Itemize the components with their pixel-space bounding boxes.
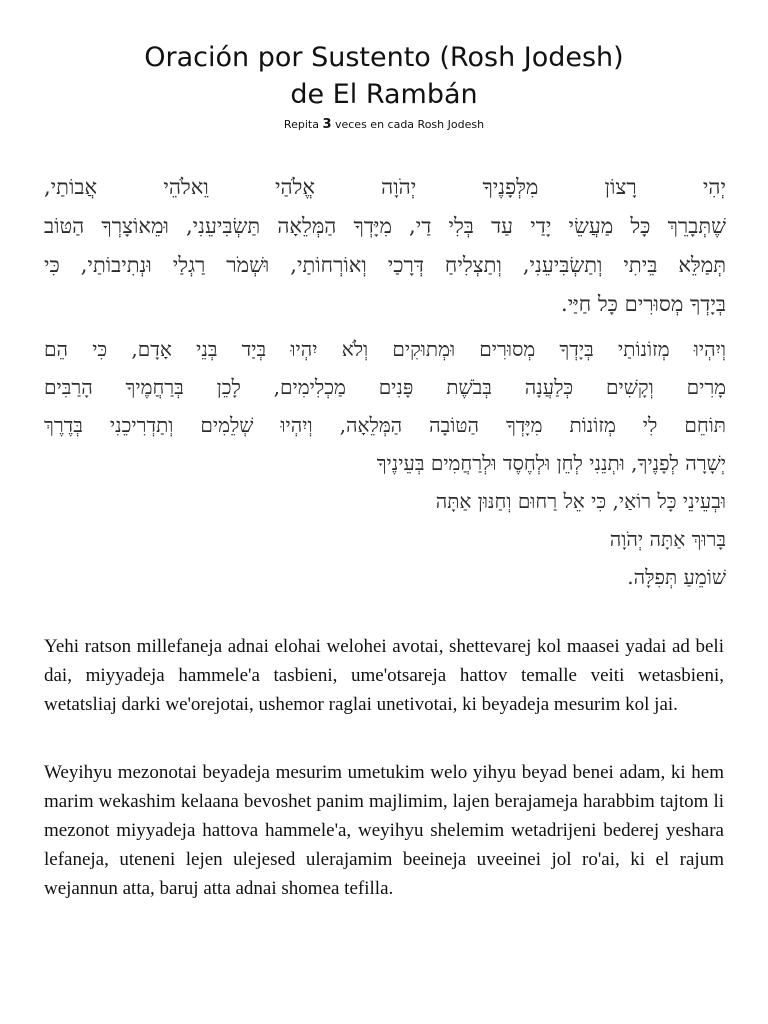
subtitle-before: Repita [283, 118, 319, 131]
page-subtitle [0, 117, 768, 132]
hebrew-line: שֶׁתְּבָרֵךְ כָּל מַעֲשֵׂי יָדַי עַד בְּלִי דַי, מִיָּדְךָ הַמְּלֵאָה תַּשְׂבִּיעֵנִי, וּמֵאוֹצָרְךָ הַטּוֹב [44, 214, 726, 238]
hebrew-paragraph-1 [44, 168, 726, 324]
transliteration-paragraph-1: Yehi ratson millefaneja adnai elohai welohei avotai, shettevarej kol maasei yadai ad beli dai, miyyadeja hammele'a tasbieni, ume'otsareja hattov temalle veiti wetasbieni, wetatsliaj darki we'orejotai, ushemor raglai unetivotai, ki beyadeja mesurim kol jai. [44, 636, 724, 715]
page-title-line-1: Oración por Sustento (Rosh Jodesh) [144, 42, 624, 73]
hebrew-line: וְיִהְיוּ מְזוֹנוֹתַי בְּיָדְךָ מְסוּרִים וּמְתוּקִים וְלֹא יִהְיוּ בְּיַד בְּנֵי אָדָם, כִּי הֵם [44, 337, 726, 361]
hebrew-line: יְהִי רָצוֹן מִלְּפָנֶיךָ יְהֹוָה אֱלֹהַי וֵאלֹהֵי אֲבוֹתַי, [44, 175, 726, 199]
hebrew-paragraph-2 [44, 330, 726, 596]
hebrew-line: תּוֹחֵם לִי מְזוֹנוֹת מִיָּדְךָ הַטּוֹבָה הַמְּלֵאָה, וְיִהְיוּ שְׁלֵמִים וְתַדְרִיכֵנִי בְּדֶרֶךְ [44, 413, 726, 437]
subtitle-after: veces en cada Rosh Jodesh [334, 118, 485, 131]
hebrew-line: מָרִים וְקָשִׁים כְּלַעֲנָה בְּבֹשֶׁת פָּנִים מַכְלִימִים, לָכֵן בְּרַחֲמֶיךָ הָרַבִּים [44, 375, 726, 399]
hebrew-line-closing: שׁוֹמֵעַ תְּפִלָּה. [627, 565, 726, 589]
hebrew-line: בָּרוּךְ אַתָּה יְהֹוָה [609, 527, 726, 551]
subtitle-count: 3 [322, 117, 332, 132]
hebrew-line: בְּיָדְךָ מְסוּרִים כָּל חַיַּי. [561, 292, 726, 316]
hebrew-line: יְשָׁרָה לְפָנֶיךָ, וּתְנֵנִי לְחֵן וּלְחֶסֶד וּלְרַחֲמִים בְּעֵינֶיךָ [376, 451, 726, 475]
page-title-line-2: de El Rambán [290, 79, 478, 110]
hebrew-line: תְּמַלֵּא בֵּיתִי וְתַשְׂבִּיעֵנִי, וְתַצְלִיחַ דְּרָכַי וְאוֹרְחוֹתַי, וּשְׁמֹר רַגְלַי וּנְתִיבוֹתַי, כִּי [44, 253, 726, 277]
transliteration-paragraph-2: Weyihyu mezonotai beyadeja mesurim umetukim welo yihyu beyad benei adam, ki hem marim wekashim kelaana bevoshet panim majlimim, lajen berajameja harabbim tajtom li mezonot miyyadeja hattova hammele'a, weyihyu shelemim wetadrijeni bederej yeshara lefaneja, uteneni lejen ulejesed ulerajamim beeineja uveeinei jol ro'ai, ki el rajum wejannun atta, baruj atta adnai shomea tefilla. [44, 762, 724, 899]
hebrew-line: וּבְעֵינֵי כָּל רוֹאַי, כִּי אֵל רַחוּם וְחַנּוּן אַתָּה [435, 489, 726, 513]
